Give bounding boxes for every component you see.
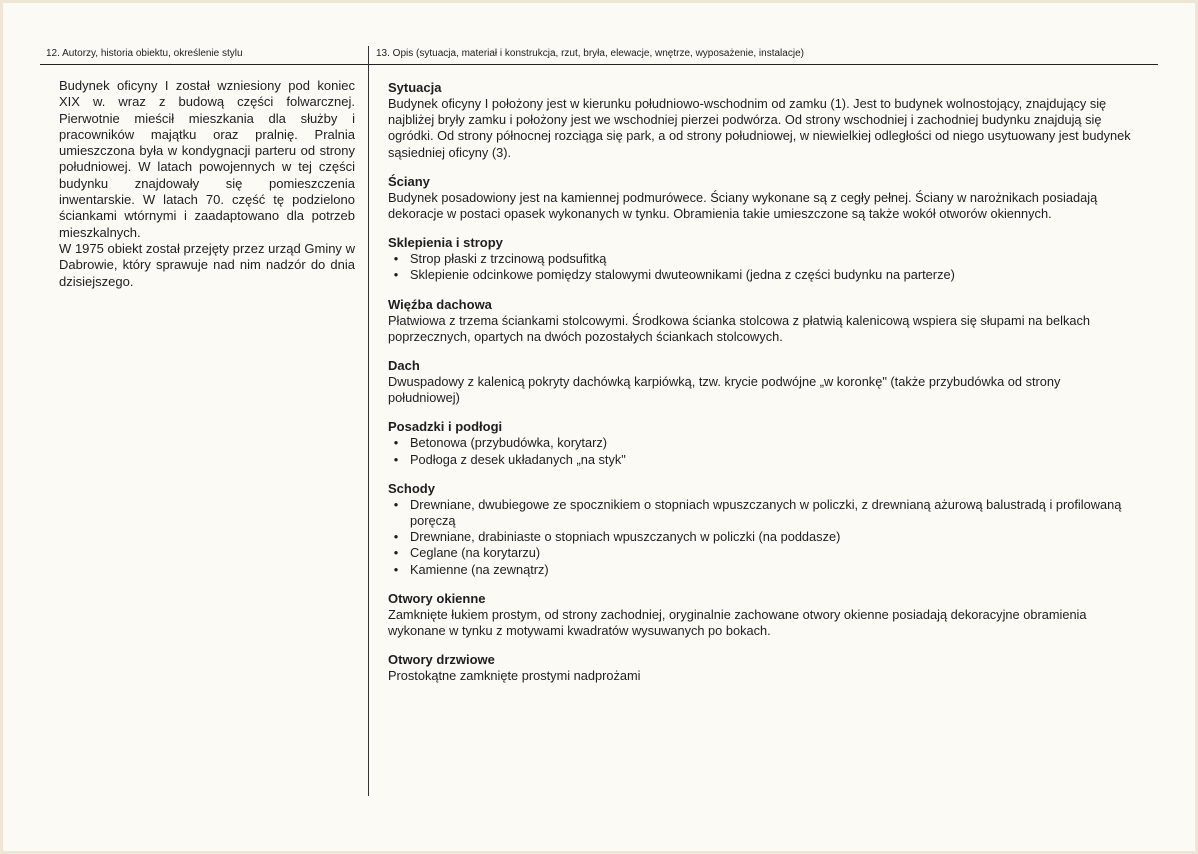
bullet-list	[388, 251, 1133, 283]
list-item	[388, 529, 1133, 545]
section-text: Budynek oficyny I położony jest w kierunku południowo-wschodnim od zamku (1). Jest to budynek wolnostojący, znajdujący się najbliżej bryły zamku i położony jest we wschodniej pierzei podwórza. Od strony wschodniej i zachodniej budynku znajdują się ogródki. Od strony północnej rozciąga się park, a od strony południowej, w niewielkiej odległości od niego usytuowany jest budynek sąsiedniej oficyny (3).	[388, 96, 1131, 160]
list-item-text: Strop płaski z trzcinową podsufitką	[410, 251, 607, 267]
list-item-text: Drewniane, dwubiegowe ze spocznikiem o stopniach wpuszczanych w policzki, z drewnianą ażurową balustradą i profilowaną poręczą	[410, 496, 1122, 529]
list-item	[388, 497, 1133, 529]
section-title: Ściany	[388, 173, 430, 189]
history-paragraph-2: W 1975 obiekt został przejęty przez urząd Gminy w Dabrowie, który sprawuje nad nim nadzór do dnia dzisiejszego.	[59, 240, 355, 289]
section-sklepienia	[388, 235, 1133, 283]
bullet-icon: •	[393, 435, 399, 451]
section-dach	[388, 358, 1133, 406]
list-item-text: Drewniane, drabiniaste o stopniach wpuszczanych w policzki (na poddasze)	[410, 529, 841, 545]
section-title: Więźba dachowa	[388, 296, 492, 312]
section-title: Schody	[388, 480, 435, 496]
list-item	[388, 435, 1133, 451]
section-title: Otwory okienne	[388, 590, 486, 606]
list-item-text: Ceglane (na korytarzu)	[410, 545, 541, 561]
bullet-icon: •	[393, 496, 399, 512]
bullet-icon: •	[393, 529, 399, 545]
section-title: Posadzki i podłogi	[388, 419, 503, 435]
section-13-heading: 13. Opis (sytuacja, materiał i konstrukcja, rzut, bryła, elewacje, wnętrze, wyposażenie, instalacje)	[370, 46, 1158, 65]
history-paragraph-1: Budynek oficyny I został wzniesiony pod koniec XIX w. wraz z budową części folwarcznej. Pierwotnie mieścił mieszkania dla służby i pracowników majątku oraz pralnię. Pralnia umieszczona była w kondygnacji parteru od strony południowej. W latach powojennych w tej części budynku znajdowały się pomieszczenia inwentarskie. W latach 70. część tę podzielono ściankami wtórnymi i zaadaptowano dla potrzeb mieszkalnych.	[59, 78, 355, 240]
bullet-list	[388, 497, 1133, 578]
section-text: Zamknięte łukiem prostym, od strony zachodniej, oryginalnie zachowane otwory okienne posiadają dekoracyjne obramienia wykonane w tynku z motywami kwadratów wysuwanych po bokach.	[388, 606, 1087, 639]
list-item-text: Podłoga z desek układanych „na styk"	[410, 451, 626, 467]
list-item-text: Kamienne (na zewnątrz)	[410, 561, 549, 577]
list-item-text: Sklepienie odcinkowe pomiędzy stalowymi dwuteownikami (jedna z części budynku na parterze)	[410, 267, 955, 283]
section-title: Dach	[388, 358, 420, 374]
list-item	[388, 545, 1133, 561]
section-okna	[388, 591, 1133, 639]
section-sytuacja	[388, 80, 1133, 161]
history-column	[59, 78, 355, 290]
list-item	[388, 452, 1133, 468]
list-item-text: Betonowa (przybudówka, korytarz)	[410, 435, 608, 451]
section-12-heading: 12. Autorzy, historia obiektu, określenie stylu	[40, 46, 370, 65]
bullet-icon: •	[393, 545, 399, 561]
section-text: Dwuspadowy z kalenicą pokryty dachówką karpiówką, tzw. krycie podwójne „w koronkę" (także przybudówka od strony południowej)	[388, 374, 1061, 406]
list-item	[388, 251, 1133, 267]
bullet-icon: •	[393, 451, 399, 467]
bullet-icon: •	[393, 267, 399, 283]
section-title: Otwory drzwiowe	[388, 652, 495, 668]
section-wiezba	[388, 297, 1133, 345]
section-text: Prostokątne zamknięte prostymi nadprożami	[388, 668, 641, 684]
section-title: Sklepienia i stropy	[388, 235, 503, 251]
description-column	[388, 80, 1133, 697]
section-sciany	[388, 174, 1133, 222]
section-text: Płatwiowa z trzema ściankami stolcowymi. Środkowa ścianka stolcowa z płatwią kalenicową wspiera się słupami na belkach poprzecznych, opartych na dwóch pozostałych ściankach stolcowych.	[388, 312, 1090, 344]
list-item	[388, 562, 1133, 578]
section-schody	[388, 481, 1133, 578]
bullet-list	[388, 435, 1133, 467]
form-header	[40, 46, 1158, 66]
bullet-icon: •	[393, 251, 399, 267]
list-item	[388, 267, 1133, 283]
section-posadzki	[388, 419, 1133, 467]
bullet-icon: •	[393, 561, 399, 577]
section-text: Budynek posadowiony jest na kamiennej podmurówece. Ściany wykonane są z cegły pełnej. Ściany w narożnikach posiadają dekoracje w postaci opasek wykonanych w tynku. Obramienia takie umieszczone są także wokół otworów okiennych.	[388, 189, 1098, 222]
section-drzwi	[388, 652, 1133, 684]
section-title: Sytuacja	[388, 80, 442, 95]
column-divider	[368, 46, 369, 796]
